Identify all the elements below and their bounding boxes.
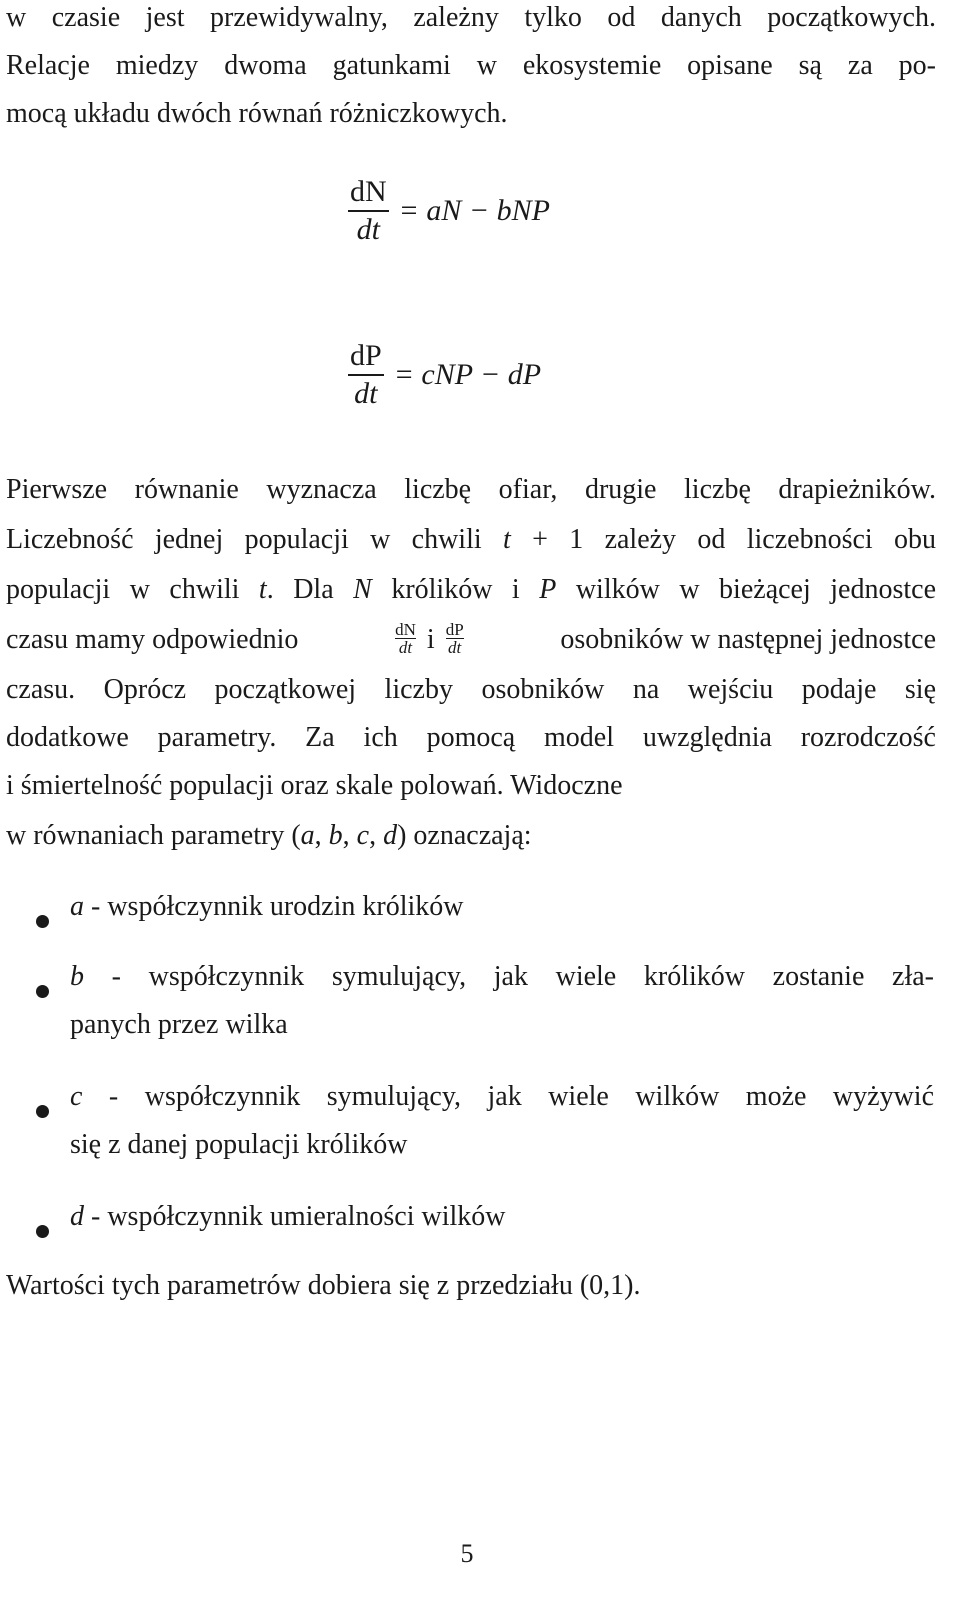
paragraph-1-line-3: mocą układu dwóch równań różniczkowych. (6, 98, 508, 129)
inline-fraction-denominator: dt (398, 637, 413, 657)
paragraph-1-line-2: Relacje miedzy dwoma gatunkami w ekosystemie opisane są za po- (6, 50, 936, 81)
text-run: osobników w następnej jednostce (560, 624, 936, 655)
text-run: czasu mamy odpowiednio (6, 624, 299, 655)
list-item-text: - współczynnik symulujący, jak wiele wilków może wyżywić (82, 1081, 934, 1112)
math-variable-p: P (539, 574, 557, 605)
equation-2-rhs: = cNP − dP (393, 358, 542, 391)
equation-2-numerator: dP (350, 339, 382, 372)
bullet-icon (36, 985, 49, 998)
math-variable-b: b (328, 820, 343, 851)
paragraph-2-line-5: czasu. Oprócz początkowej liczby osobników na wejściu podaje się (6, 674, 936, 705)
bullet-icon (36, 1225, 49, 1238)
math-variable-b: b (70, 961, 84, 992)
list-item-c-line-2: się z danej populacji królików (70, 1129, 408, 1160)
paragraph-2-line-3 (6, 572, 936, 608)
math-variable-c: c (356, 820, 370, 851)
paragraph-2-line-7: i śmiertelność populacji oraz skale polowań. Widoczne (6, 770, 623, 801)
math-operator: + 1 (510, 524, 584, 555)
paragraph-1-line-1: w czasie jest przewidywalny, zależny tylko od danych początkowych. (6, 2, 936, 33)
inline-fractions (391, 619, 468, 658)
page-number: 5 (460, 1539, 474, 1568)
list-item-text: - współczynnik symulujący, jak wiele królików zostanie zła- (84, 961, 934, 992)
inline-fraction-dn-dt (395, 621, 416, 656)
text-run: , (369, 820, 384, 851)
equation-2-fraction (348, 338, 384, 412)
math-variable-c: c (70, 1081, 83, 1112)
list-item-b-line-1 (70, 959, 934, 995)
text-run: , (314, 820, 329, 851)
equation-1-rhs: = aN − bNP (398, 194, 551, 227)
inline-fraction-denominator: dt (448, 637, 462, 657)
text-run: królików i (371, 574, 540, 605)
text-run: wilków w bieżącej jednostce (556, 574, 936, 605)
equation-2-denominator: dt (354, 377, 378, 410)
text-run: w równaniach parametry ( (6, 820, 301, 851)
text-run: Liczebność jednej populacji w chwili (6, 524, 503, 555)
text-run: , (342, 820, 357, 851)
equation-1-denominator: dt (356, 213, 380, 246)
inline-fraction-numerator: dN (395, 619, 416, 639)
equation-1-numerator: dN (350, 175, 387, 208)
paragraph-2-line-6: dodatkowe parametry. Za ich pomocą model uwzględnia rozrodczość (6, 722, 936, 753)
inline-fraction-dp-dt (446, 621, 464, 656)
text-run: . Dla (266, 574, 354, 605)
equation-2 (348, 338, 541, 412)
paragraph-2-line-8 (6, 818, 532, 854)
math-variable-d: d (70, 1201, 84, 1232)
list-item-d-line-1 (70, 1199, 505, 1235)
math-variable-t: t (502, 524, 511, 555)
math-variable-d: d (383, 820, 398, 851)
list-item-b-line-2: panych przez wilka (70, 1009, 288, 1040)
text-run: zależy od liczebności obu (583, 524, 937, 555)
math-variable-n: N (353, 574, 372, 605)
inline-fraction-numerator: dP (445, 619, 464, 639)
equation-1 (348, 174, 550, 248)
text-run: i (419, 624, 442, 655)
paragraph-2-line-1: Pierwsze równanie wyznacza liczbę ofiar, drugie liczbę drapieżników. (6, 474, 936, 505)
bullet-icon (36, 1105, 49, 1118)
list-item-text: - współczynnik umieralności wilków (84, 1201, 506, 1232)
list-item-a-line-1 (70, 889, 464, 925)
closing-sentence: Wartości tych parametrów dobiera się z przedziału (0,1). (6, 1270, 641, 1301)
list-item-c-line-1 (70, 1079, 934, 1115)
text-run: populacji w chwili (6, 574, 259, 605)
equation-1-fraction (348, 174, 389, 248)
paragraph-2-line-2 (6, 522, 936, 558)
text-run: ) oznaczają: (397, 820, 532, 851)
math-variable-a: a (70, 891, 84, 922)
bullet-icon (36, 915, 49, 928)
list-item-text: - współczynnik urodzin królików (84, 891, 464, 922)
math-variable-a: a (300, 820, 315, 851)
math-variable-t: t (258, 574, 267, 605)
paragraph-2-line-4 (6, 619, 936, 658)
